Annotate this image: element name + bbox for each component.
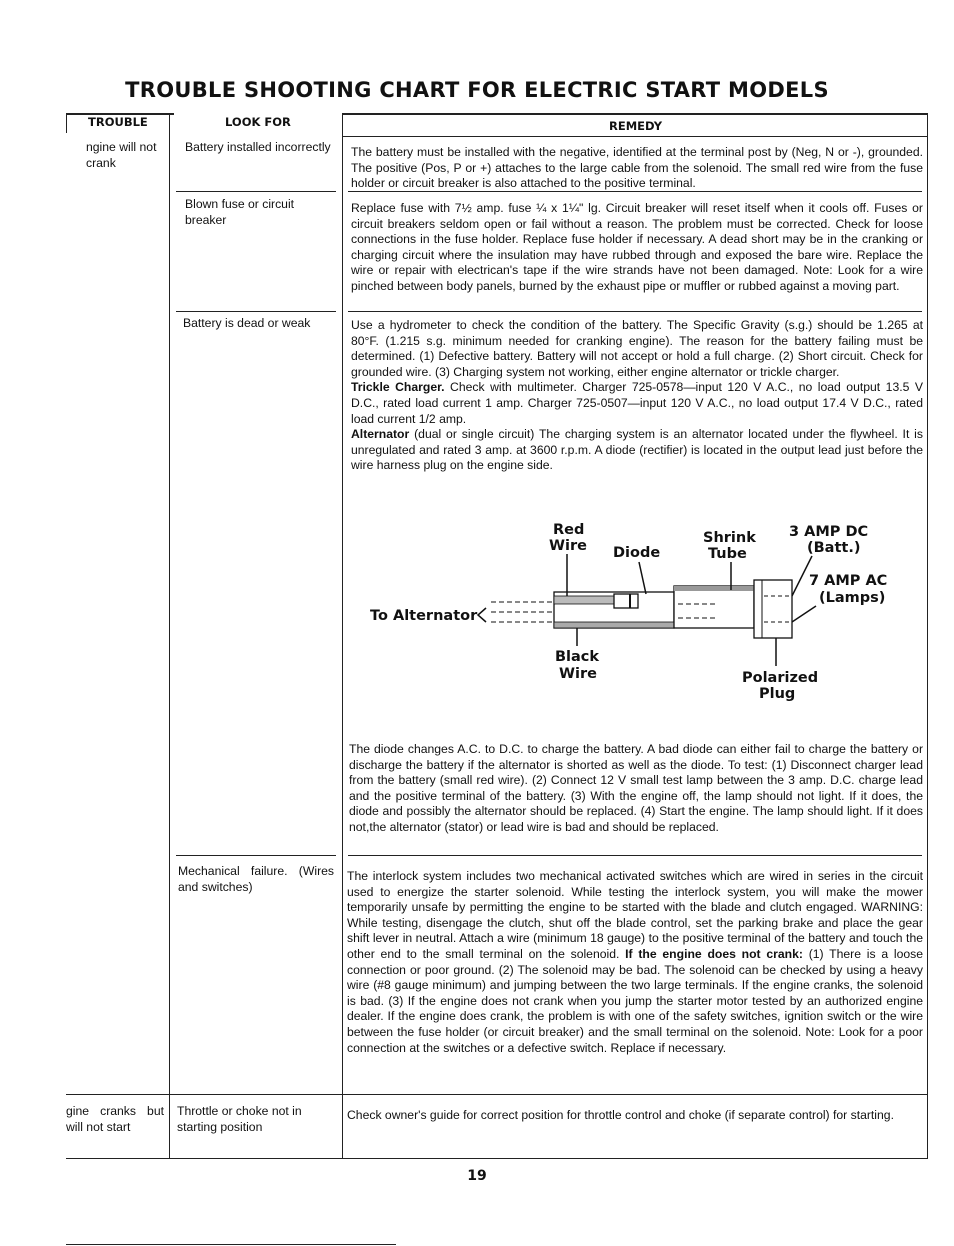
trouble-column-divider [169,113,170,1158]
alternator-arrow-icon [478,608,486,622]
row-divider-1 [176,191,336,192]
diode-body [614,594,638,608]
row4-remedy-part-a: The interlock system includes two mechanical activated switches which are wired in series in the circuit used to energize the starter solenoid. While testing the interlock system, you will make the mower temporarily unsafe by permitting the engine to be started with the blade and clutch engaged. WARNING: While testing, disengage the clutch, shut off the blade control, set the parking brake and place the gear shift lever in neutral. Attach a wire (minimum 18 gauge) to the positive terminal of the battery and touch the other end to the small terminal on the solenoid. [347,869,923,961]
alternator-text: (dual or single circuit) The charging system is an alternator located under the flywheel. It is unregulated and rated 3 amp. at 3600 r.p.m. A diode (rectifier) is located in the output lead just before the wire harness plug on the engine side. [351,427,923,473]
label-to-alternator: To Alternator [370,608,478,624]
row3-remedy-alternator [351,427,923,474]
row1-remedy: The battery must be installed with the negative, identified at the terminal post by (Neg, N or -), grounded. The positive (Pos, P or +) attaches to the large cable from the solenoid. The small red wire from the fuse holder or circuit breaker is also attached to the positive terminal. [351,145,923,191]
page-title: TROUBLE SHOOTING CHART FOR ELECTRIC START MODELS [125,78,829,102]
lookfor-column-divider [342,113,343,1158]
row-divider-4 [66,1094,928,1095]
page-number: 19 [467,1168,487,1184]
label-wire-red: Wire [549,538,587,554]
table-left-border [66,113,67,133]
row5-remedy: Check owner's guide for correct position for throttle control and choke (if separate control) for starting. [347,1108,894,1122]
trickle-charger-label: Trickle Charger. [351,380,445,395]
label-lamps: (Lamps) [819,590,886,606]
row4-remedy-bold: If the engine does not crank: [625,946,803,961]
label-polarized: Polarized [742,670,819,686]
table-right-border [927,113,928,1158]
row3-remedy-trickle [351,380,923,427]
polarized-plug [754,580,792,638]
header-bottom-rule [342,136,928,137]
trickle-charger-text: Check with multimeter. Charger 725-0578—input 120 V A.C., no load output 13.5 V D.C., rated load current 1 amp. Charger 725-0507—input 120 V A.C., no load output 17.4 V D.C., rated load current 1/2 amp. [351,380,924,426]
row5-look-for: Throttle or choke not in starting position [177,1104,302,1134]
row2-look-for: Blown fuse or circuit breaker [185,197,295,227]
red-wire-sheath [554,596,614,604]
label-plug: Plug [759,686,796,702]
row1-trouble: ngine will not crank [86,140,157,170]
row-divider-3 [176,855,336,856]
table-bottom-rule [66,1158,928,1159]
label-tube: Tube [708,546,747,562]
row3-remedy-hydrometer: Use a hydrometer to check the condition of the battery. The Specific Gravity (s.g.) should be 1.265 at 80°F. (1.215 s.g. minimum needed for cranking engine). The reason for the battery failing must be determined. (1) Defective battery. Battery will not accept or hold a full charge. (2) Short circuit. Check for grounded wire. (3) Charging system not working, either engine alternator or trickle charger. [351,318,923,379]
row5-trouble: gine cranks but will not start [66,1104,164,1134]
header-look-for: LOOK FOR [225,115,291,129]
label-red: Red [553,522,585,538]
row-divider-3b [348,855,922,856]
header-rule-right [342,113,928,115]
row4-look-for: Mechanical failure. (Wires and switches) [178,864,334,894]
label-7-amp-ac: 7 AMP AC [809,573,888,589]
footer-rule [66,1244,396,1245]
row1-look-for: Battery installed incorrectly [185,140,331,154]
label-black: Black [555,649,600,665]
row3-remedy [351,318,923,474]
row3-remedy-diode: The diode changes A.C. to D.C. to charge the battery. A bad diode can either fail to charge the battery or discharge the battery if the alternator is shorted as well as the diode. To test: (1) Disconnect charger lead from the battery (small red wire). (2) Connect 12 V small test lamp between the 3 amp. D.C. charge lead and the positive terminal of the battery. (3) With the engine off, the lamp should not light. If it does, the diode and possibly the alternator should be replaced. (4) Start the engine. The lamp should light. If it does not,the alternator (stator) or lead wire is bad and should be replaced. [349,742,923,834]
row2-remedy: Replace fuse with 7½ amp. fuse ¼ x 1¼" lg. Circuit breaker will reset itself when it cools off. Fuses or circuit breakers seldom open or fail without a reason. The problem must be corrected. Check for loose connections in the fuse holder. Replace fuse holder if necessary. A dead short may be in the cranking or charging circuit where the insulation may have rubbed through and exposed the bare wire. Replace the wire or repair with electrican's tape if the wire strands have not been damaged. Note: Look for a wire pinched between body panels, burned by the exhaust pipe or muffler or rubbed against a moving part. [351,201,923,293]
header-remedy: REMEDY [609,119,663,133]
alternator-label: Alternator [351,427,410,442]
shrink-tube [674,586,754,628]
label-shrink: Shrink [703,530,756,546]
row3-look-for: Battery is dead or weak [183,316,311,330]
row4-remedy-part-b: (1) There is a loose connection or poor ground. (2) The solenoid may be bad. The solenoid can be checked by using a heavy wire (#8 gauge minimum) and jumping between the two large terminals. If the engine cranks, the solenoid is bad. (3) If the engine does not crank when you jump the starter motor tested by an authorized engine dealer. If the engine does crank, the problem is with one of the safety switches, ignition switch or the wire between the fuse holder (or circuit breaker) and the small terminal on the solenoid. Note: Look for a poor connection at the switches or a defective switch. Replace if necessary. [347,946,923,1055]
label-batt: (Batt.) [807,540,861,556]
black-wire-sheath [554,622,674,628]
diode-wiring-diagram [346,510,926,710]
label-diode: Diode [613,545,661,561]
header-trouble: TROUBLE [88,115,148,129]
label-3-amp-dc: 3 AMP DC [789,524,869,540]
label-wire-black: Wire [559,666,597,682]
row4-remedy [347,869,923,1056]
row-divider-2b [348,311,922,312]
row-divider-2 [176,311,336,312]
